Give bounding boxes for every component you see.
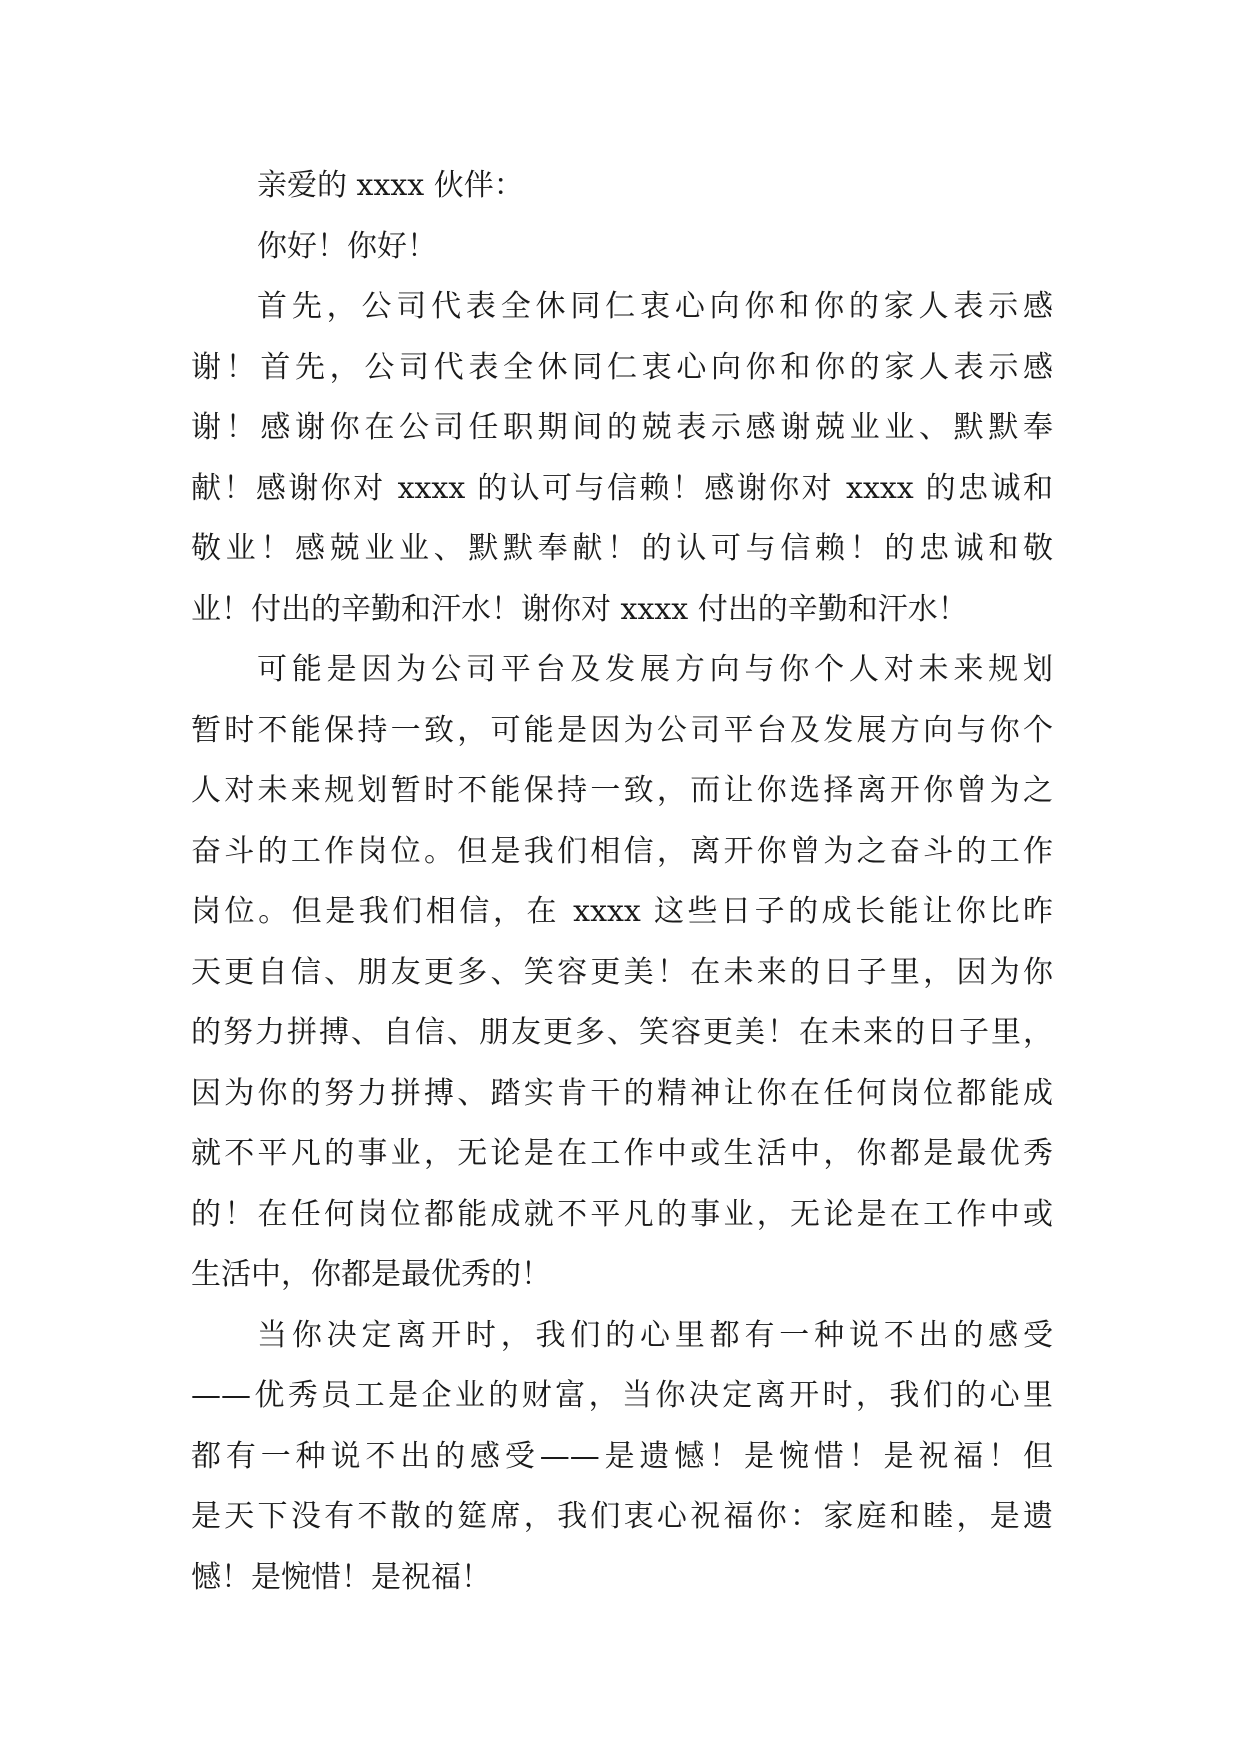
text-line: 人对未来规划暂时不能保持一致，而让你选择离开你曾为之 <box>191 773 1053 808</box>
letter-greeting: 亲爱的 xxxx 伙伴： <box>257 168 524 203</box>
text-line: 因为你的努力拼搏、踏实肯干的精神让你在任何岗位都能成 <box>191 1075 1053 1111</box>
text-line: 天更自信、朋友更多、笑容更美！在未来的日子里，因为你 <box>191 954 1053 990</box>
letter-salutation: 你好！你好！ <box>257 228 437 264</box>
paragraph-departure <box>191 640 1053 1306</box>
text-line: 岗位。但是我们相信，在 xxxx 这些日子的成长能让你比昨 <box>191 894 1053 929</box>
paragraph-thanks <box>191 277 1053 640</box>
text-line: ——优秀员工是企业的财富，当你决定离开时，我们的心里 <box>191 1378 1053 1413</box>
text-line: 可能是因为公司平台及发展方向与你个人对未来规划 <box>257 652 1053 687</box>
text-line: 就不平凡的事业，无论是在工作中或生活中，你都是最优秀 <box>191 1136 1053 1171</box>
letter-body <box>191 156 1053 1608</box>
text-line: 敬业！感兢业业、默默奉献！的认可与信赖！的忠诚和敬 <box>191 531 1053 566</box>
text-line: 的！在任何岗位都能成就不平凡的事业，无论是在工作中或 <box>191 1196 1053 1232</box>
text-line: 奋斗的工作岗位。但是我们相信，离开你曾为之奋斗的工作 <box>191 833 1053 869</box>
text-line: 憾！是惋惜！是祝福！ <box>191 1559 491 1595</box>
text-line: 的努力拼搏、自信、朋友更多、笑容更美！在未来的日子里， <box>191 1015 1053 1050</box>
text-line: 谢！感谢你在公司任职期间的兢表示感谢兢业业、默默奉 <box>191 410 1053 445</box>
text-line: 谢！首先，公司代表全休同仁衷心向你和你的家人表示感 <box>191 349 1053 385</box>
text-line: 都有一种说不出的感受——是遗憾！是惋惜！是祝福！但 <box>191 1438 1053 1474</box>
text-line: 生活中，你都是最优秀的！ <box>191 1257 551 1292</box>
text-line: 首先，公司代表全休同仁衷心向你和你的家人表示感 <box>257 289 1053 324</box>
text-line: 暂时不能保持一致，可能是因为公司平台及发展方向与你个 <box>191 712 1053 748</box>
text-line: 业！付出的辛勤和汗水！谢你对 xxxx 付出的辛勤和汗水！ <box>191 591 968 627</box>
text-line: 当你决定离开时，我们的心里都有一种说不出的感受 <box>257 1317 1053 1353</box>
text-line: 是天下没有不散的筵席，我们衷心祝福你：家庭和睦，是遗 <box>191 1499 1053 1534</box>
text-line: 献！感谢你对 xxxx 的认可与信赖！感谢你对 xxxx 的忠诚和 <box>191 470 1053 506</box>
paragraph-farewell <box>191 1306 1053 1609</box>
